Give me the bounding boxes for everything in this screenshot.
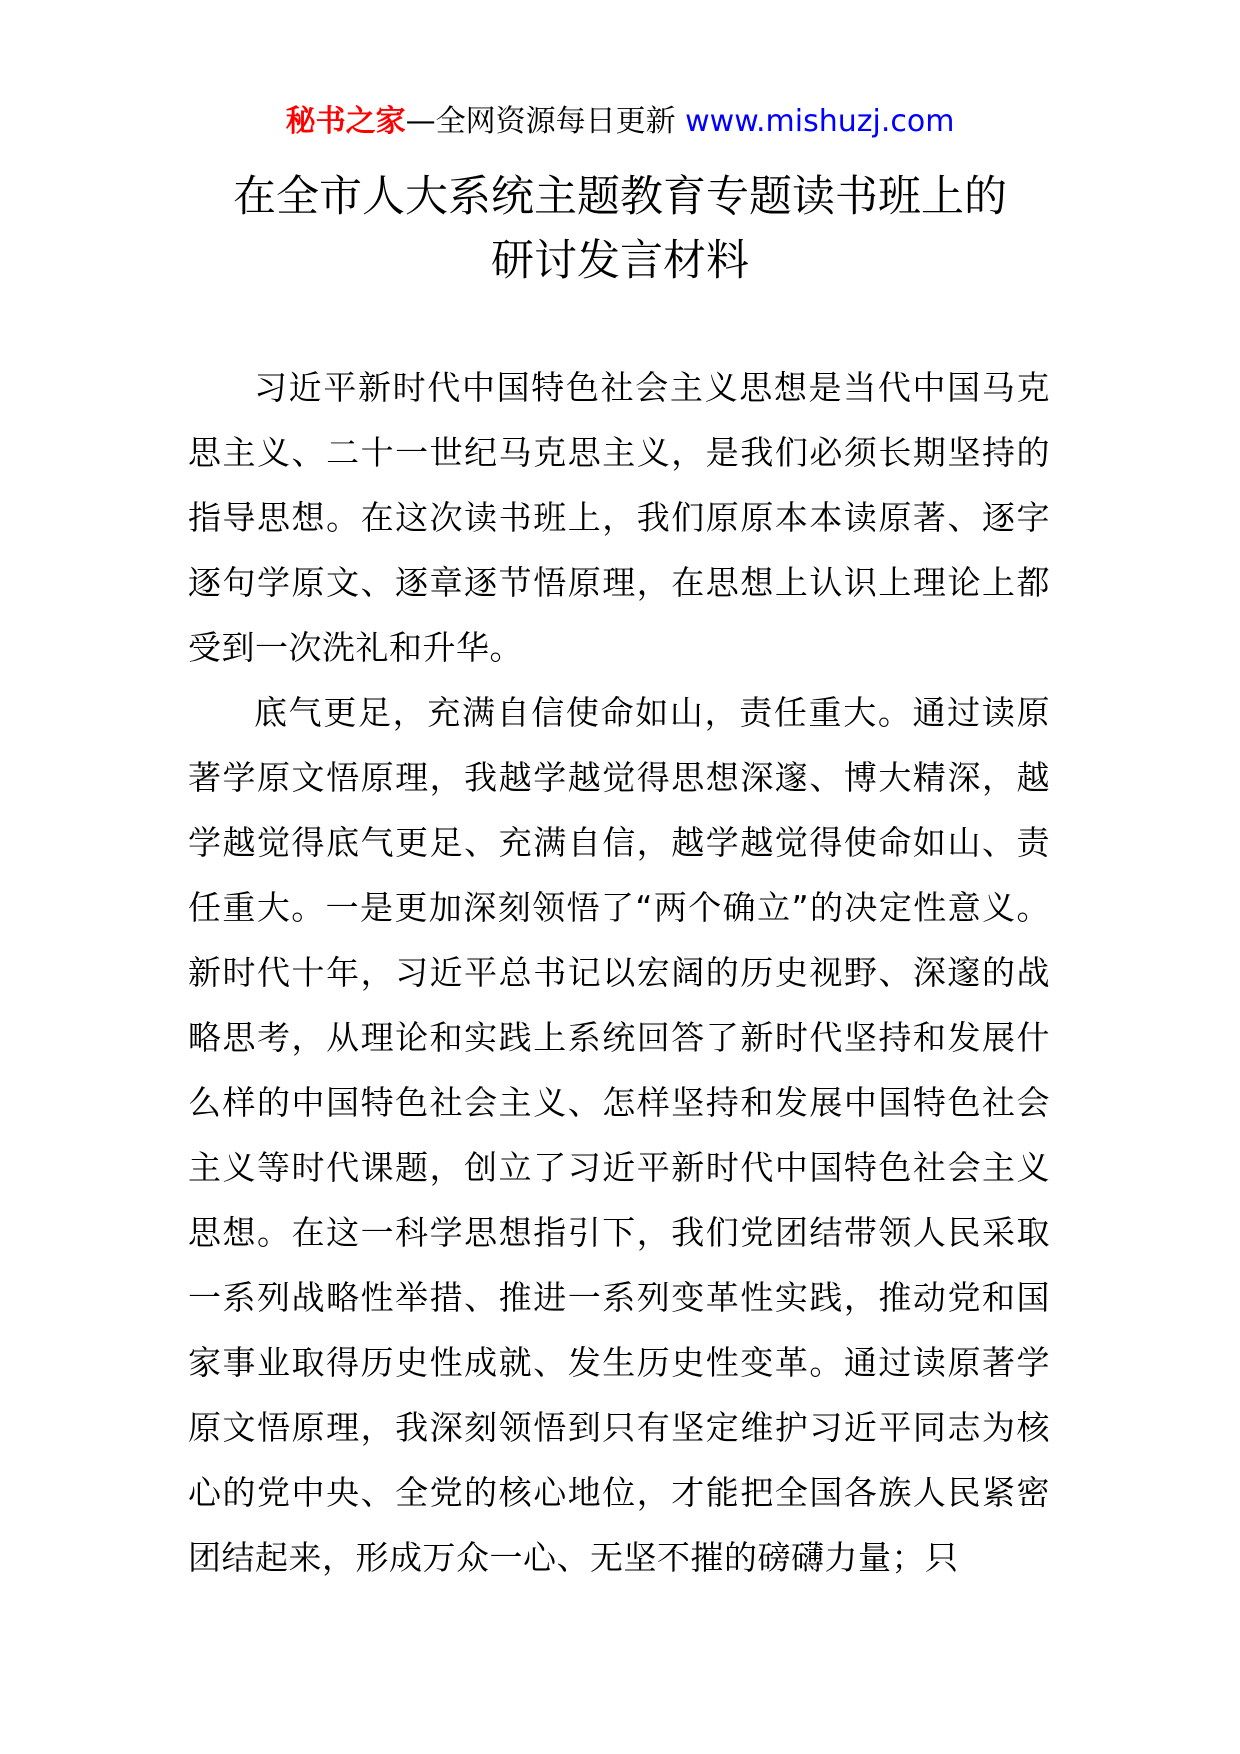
paragraph: 底气更足，充满自信使命如山，责任重大。通过读原著学原文悟原理，我越学越觉得思想深邃、博大精深，越学越觉得底气更足、充满自信，越学越觉得使命如山、责任重大。一是更加深刻领悟了“两个确立”的决定性意义。新时代十年，习近平总书记以宏阔的历史视野、深邃的战略思考，从理论和实践上系统回答了新时代坚持和发展什么样的中国特色社会主义、怎样坚持和发展中国特色社会主义等时代课题，创立了习近平新时代中国特色社会主义思想。在这一科学思想指引下，我们党团结带领人民采取一系列战略性举措、推进一系列变革性实践，推动党和国家事业取得历史性成就、发生历史性变革。通过读原著学原文悟原理，我深刻领悟到只有坚定维护习近平同志为核心的党中央、全党的核心地位，才能把全国各族人民紧密团结起来，形成万众一心、无坚不摧的磅礴力量；只: [188, 693, 1050, 1577]
site-header: [0, 100, 1240, 144]
document-title: [150, 165, 1090, 293]
document-body: [188, 355, 1050, 1590]
title-line-1: 在全市人大系统主题教育专题读书班上的: [233, 172, 1007, 222]
site-tagline: —全网资源每日更新: [405, 104, 686, 139]
site-brand: 秘书之家: [285, 104, 406, 139]
title-line-2: 研讨发言材料: [491, 236, 749, 286]
paragraph: 习近平新时代中国特色社会主义思想是当代中国马克思主义、二十一世纪马克思主义，是我们必须长期坚持的指导思想。在这次读书班上，我们原原本本读原著、逐字逐句学原文、逐章逐节悟原理，在思想上认识上理论上都受到一次洗礼和升华。: [188, 368, 1050, 667]
site-url[interactable]: www.mishuzj.com: [685, 104, 955, 139]
